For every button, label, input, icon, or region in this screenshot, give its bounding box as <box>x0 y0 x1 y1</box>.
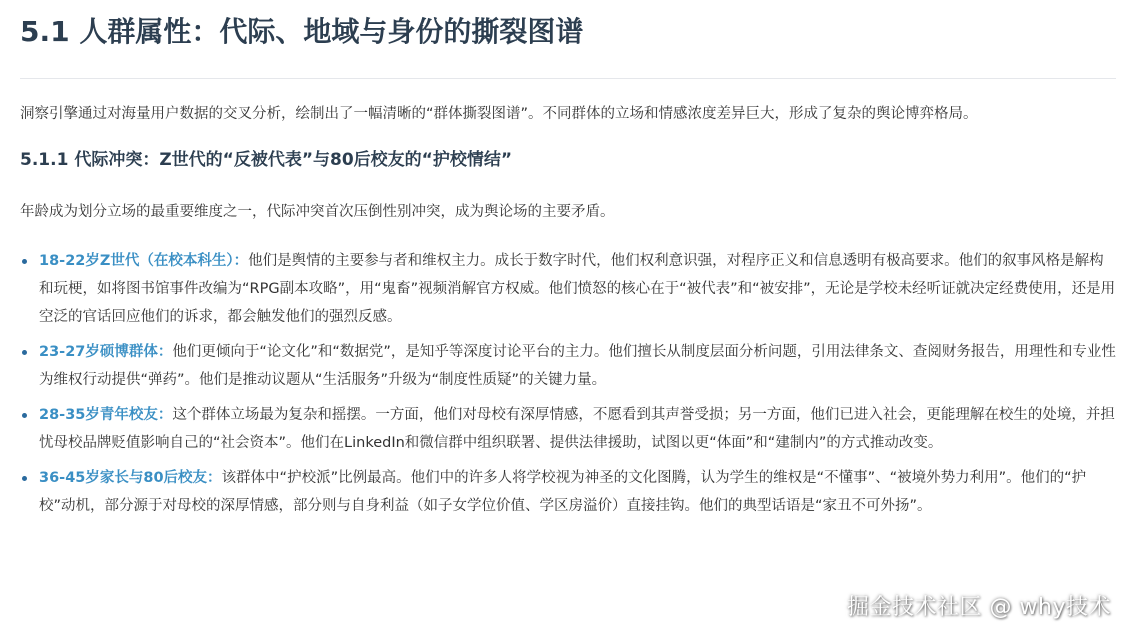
list-item <box>20 401 1116 457</box>
group-description: 该群体中“护校派”比例最高。他们中的许多人将学校视为神圣的文化图腾，认为学生的维权是“不懂事”、“被境外势力利用”。他们的“护校”动机，部分源于对母校的深厚情感，部分则与自身利益（如子女学位价值、学区房溢价）直接挂钩。他们的典型话语是“家丑不可外扬”。 <box>39 470 1087 514</box>
lead-paragraph: 年龄成为划分立场的最重要维度之一，代际冲突首次压倒性别冲突，成为舆论场的主要矛盾。 <box>20 204 615 220</box>
heading-divider <box>20 78 1116 79</box>
bullet-dot-icon <box>22 259 27 264</box>
section-heading: 5.1 人群属性：代际、地域与身份的撕裂图谱 <box>20 15 584 48</box>
list-item <box>20 338 1116 394</box>
group-term: 18-22岁Z世代（在校本科生）： <box>39 253 249 269</box>
list-item <box>20 464 1116 520</box>
group-description: 他们更倾向于“论文化”和“数据党”，是知乎等深度讨论平台的主力。他们擅长从制度层面分析问题，引用法律条文、查阅财务报告，用理性和专业性为维权行动提供“弹药”。他们是推动议题从“生活服务”升级为“制度性质疑”的关键力量。 <box>39 344 1116 388</box>
intro-paragraph: 洞察引擎通过对海量用户数据的交叉分析，绘制出了一幅清晰的“群体撕裂图谱”。不同群体的立场和情感浓度差异巨大，形成了复杂的舆论博弈格局。 <box>20 106 978 122</box>
bullet-dot-icon <box>22 413 27 418</box>
watermark: 掘金技术社区 @ why技术 <box>847 595 1111 620</box>
group-description: 他们是舆情的主要参与者和维权主力。成长于数字时代，他们权利意识强，对程序正义和信息透明有极高要求。他们的叙事风格是解构和玩梗，如将图书馆事件改编为“RPG副本攻略”，用“鬼畜”视频消解官方权威。他们愤怒的核心在于“被代表”和“被安排”，无论是学校未经听证就决定经费使用，还是用空泛的官话回应他们的诉求，都会触发他们的强烈反感。 <box>39 253 1116 325</box>
group-description: 这个群体立场最为复杂和摇摆。一方面，他们对母校有深厚情感，不愿看到其声誉受损；另一方面，他们已进入社会，更能理解在校生的处境，并担忧母校品牌贬值影响自己的“社会资本”。他们在LinkedIn和微信群中组织联署、提供法律援助，试图以更“体面”和“建制内”的方式推动改变。 <box>39 407 1115 451</box>
article <box>20 0 1116 527</box>
group-term: 28-35岁青年校友： <box>39 407 173 423</box>
list-item <box>20 247 1116 331</box>
group-term: 23-27岁硕博群体： <box>39 344 173 360</box>
subsection-heading: 5.1.1 代际冲突：Z世代的“反被代表”与80后校友的“护校情结” <box>20 150 512 170</box>
group-term: 36-45岁家长与80后校友： <box>39 470 222 486</box>
bullet-dot-icon <box>22 476 27 481</box>
group-list <box>20 247 1116 520</box>
bullet-dot-icon <box>22 350 27 355</box>
